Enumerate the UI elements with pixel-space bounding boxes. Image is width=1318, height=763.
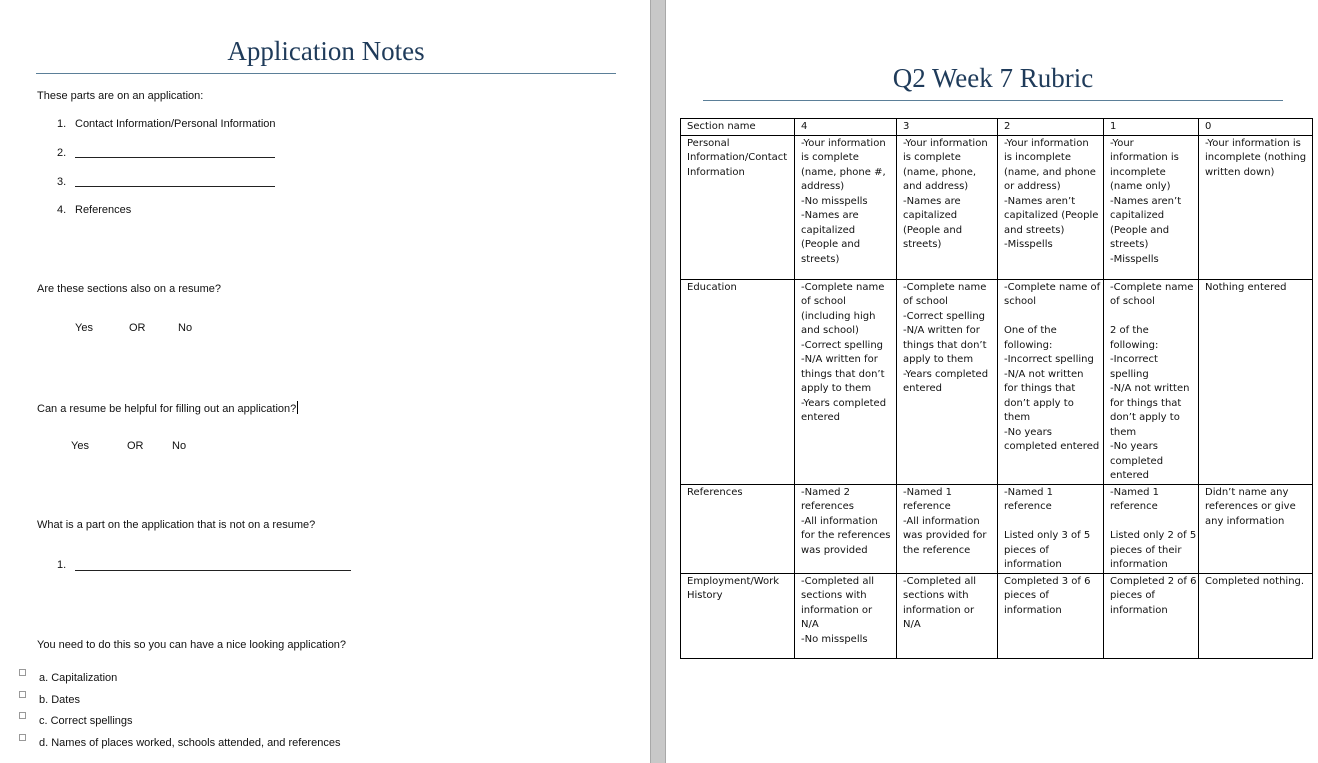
score-cell [998,279,1104,484]
cell-text-line: Nothing entered [1205,281,1287,293]
cell-text-line: -Misspells [1004,239,1053,250]
cell-text-line: information [1004,604,1062,616]
cell-text-line: N/A [903,619,921,630]
cell-text-line: -Incorrect spelling [1004,354,1094,365]
header-cell: 4 [795,119,897,136]
cell-text-line: information [1004,559,1062,570]
cell-text-line: any information [1205,515,1285,527]
no-option: No [172,440,187,452]
answer-blank[interactable] [75,570,351,571]
cell-text-line: Listed only 3 of 5 [1004,530,1091,541]
cell-text-line: streets) [1110,239,1149,250]
option-label: c. Correct spellings [39,715,133,727]
score-cell [795,135,897,279]
cell-text-line: don’t apply to [1110,412,1180,423]
cell-text-line: -Complete name [801,281,885,293]
cell-text-line: -Incorrect [1110,354,1158,365]
part-number: 2. [57,147,67,159]
question-4: You need to do this so you can have a nice looking application? [37,639,347,651]
score-cell [1104,573,1199,658]
cell-text-line: information or [801,604,873,616]
cell-text-line: of school [1110,296,1155,307]
header-cell: 2 [998,119,1104,136]
cell-text-line: written down) [1205,166,1275,178]
cell-text-line: -No misspells [801,633,868,645]
cell-text-line: and address) [903,181,969,192]
cell-text-line: things that don’t [801,368,885,380]
cell-text-line: for the references [801,530,891,541]
cell-text-line: entered [801,412,840,423]
title-underline [36,73,616,74]
cell-text-line: things that don’t [903,339,987,351]
cell-text-line: One of the [1004,325,1057,336]
question-1: Are these sections also on a resume? [37,283,222,295]
answer-blank[interactable] [75,186,275,187]
cell-text-line: for things that [1004,383,1076,394]
cell-text-line: incomplete (nothing [1205,152,1307,163]
cell-text-line: address) [801,181,845,192]
cell-text-line: -Names aren’t [1110,195,1182,207]
cell-text-line: them [1004,412,1031,423]
rubric-table [680,118,1313,659]
cell-text-line: -Your [1110,137,1134,149]
cell-text-line: information [1110,559,1168,570]
rubric-title: Q2 Week 7 Rubric [892,63,1094,93]
cell-text-line: (name, and phone [1004,166,1096,178]
cell-text-line: capitalized (People [1004,210,1099,221]
cell-text-line: is incomplete [1004,152,1071,163]
cell-text-line: reference [903,501,951,512]
part-number: 3. [57,176,67,188]
score-cell [897,573,998,658]
header-cell: Section name [681,119,795,136]
cell-text-line [1110,310,1193,325]
cell-text-line: -Your information is [1205,137,1301,149]
cell-text-line: -N/A not written [1004,368,1084,380]
cell-text-line: -Correct spelling [801,339,884,351]
cell-text-line: Employment/Work [687,575,780,587]
score-cell [1104,279,1199,484]
score-cell [897,279,998,484]
cell-text-line [1004,310,1098,325]
cell-text-line: (name, phone #, [801,166,886,178]
option-label: b. Dates [39,694,80,706]
right-document-page[interactable] [666,0,1318,763]
rubric-body [681,119,1313,659]
section-name-cell [681,135,795,279]
page-divider [650,0,666,763]
option-checkbox[interactable] [19,712,26,719]
answer-blank[interactable] [75,157,275,158]
cell-text-line: incomplete [1110,166,1166,178]
cell-text-line: references [801,501,854,512]
section-name-cell [681,484,795,573]
cell-text-line [1004,515,1098,530]
cell-text-line: -Your information [801,137,886,149]
cell-text-line: information is [1110,152,1179,163]
cell-text-line: Didn’t name any [1205,486,1289,498]
cell-text-line: -Correct spelling [903,310,986,322]
cell-text-line: -Your information [1004,137,1089,149]
cell-text-line: them [1110,426,1137,438]
cell-text-line: entered [903,383,942,394]
cell-text-line: and streets) [1004,224,1065,236]
title-underline [703,100,1283,101]
cell-text-line: -Your information [903,137,988,149]
cell-text-line: don’t apply to [1004,397,1074,409]
section-name-cell [681,279,795,484]
score-cell [1104,135,1199,279]
cell-text-line: is complete [801,152,859,163]
score-cell [1199,279,1313,484]
cell-text-line: -Complete name [903,281,987,293]
cell-text-line: was provided for [903,530,987,541]
cell-text-line: History [687,590,723,601]
cell-text-line: of school [903,296,948,307]
score-cell [795,573,897,658]
option-checkbox[interactable] [19,734,26,741]
cell-text-line: Completed 3 of 6 [1004,575,1091,587]
cell-text-line: -No years [1110,441,1158,452]
cell-text-line: references or give [1205,501,1296,512]
cell-text-line: streets) [903,239,942,250]
or-label: OR [129,322,146,334]
yes-option: Yes [71,440,89,452]
cell-text-line: pieces of their [1110,544,1182,556]
score-cell [897,135,998,279]
cell-text-line: Listed only 2 of 5 [1110,530,1197,541]
cell-text-line: Education [687,281,737,293]
cell-text-line: the reference [903,544,971,556]
cell-text-line: -Names aren’t [1004,195,1076,207]
part-text: Contact Information/Personal Information [75,118,276,130]
cell-text-line: N/A [801,619,819,630]
cell-text-line: entered [1110,470,1149,481]
part-number: 4. [57,204,67,216]
cell-text-line: completed entered [1004,441,1100,452]
cell-text-line [1110,515,1193,530]
cell-text-line: for things that [1110,397,1182,409]
cell-text-line: (People and [903,224,963,236]
cell-text-line: reference [1004,501,1052,512]
rubric-header-row [681,119,1313,136]
cell-text-line: following: [1110,339,1159,351]
cell-text-line: References [687,486,743,498]
cell-text-line: information [1110,604,1168,616]
cell-text-line: apply to them [903,354,974,365]
cell-text-line: -Misspells [1110,253,1159,265]
cell-text-line: -Named 2 [801,486,850,498]
score-cell [998,135,1104,279]
cell-text-line: -Names are [903,195,961,207]
score-cell [998,484,1104,573]
section-name-cell [681,573,795,658]
cell-text-line: pieces of [1004,544,1049,556]
cell-text-line: reference [1110,501,1158,512]
cell-text-line: -No years [1004,426,1052,438]
left-document-page[interactable] [0,0,650,763]
text-cursor [297,401,298,414]
cell-text-line: information or [903,604,975,616]
cell-text-line: pieces of [1004,590,1049,601]
cell-text-line: -N/A written for [801,354,878,365]
cell-text-line: capitalized [903,210,958,221]
question-2-text: Can a resume be helpful for filling out an application? [37,403,297,415]
header-cell: 3 [897,119,998,136]
cell-text-line: -Completed all [801,575,875,587]
cell-text-line: (People and [1110,224,1170,236]
cell-text-line: -All information [801,515,878,527]
cell-text-line: Completed 2 of 6 [1110,575,1197,587]
option-label: d. Names of places worked, schools attended, and references [39,737,341,749]
cell-text-line: Information/Contact [687,152,788,163]
score-cell [795,279,897,484]
yes-option: Yes [75,322,93,334]
cell-text-line: Completed nothing. [1205,575,1305,587]
cell-text-line: (including high [801,310,876,322]
cell-text-line: spelling [1110,368,1149,380]
cell-text-line: capitalized [1110,210,1165,221]
cell-text-line: or address) [1004,181,1061,192]
rubric-row-personal-info [681,135,1313,279]
cell-text-line: (name, phone, [903,166,977,178]
score-cell [998,573,1104,658]
cell-text-line: -N/A not written [1110,383,1190,394]
cell-text-line: -Names are [801,210,859,221]
score-cell [795,484,897,573]
no-option: No [178,322,193,334]
part-number: 1. [57,118,67,130]
or-label: OR [127,440,144,452]
cell-text-line: following: [1004,339,1053,351]
score-cell [1199,573,1313,658]
cell-text-line: -Named 1 [1004,486,1053,498]
header-cell: 1 [1104,119,1199,136]
cell-text-line: Information [687,166,745,178]
cell-text-line: was provided [801,544,868,556]
part-text: References [75,204,132,216]
cell-text-line: is complete [903,152,961,163]
rubric-row-references [681,484,1313,573]
cell-text-line: -Completed all [903,575,977,587]
cell-text-line: -Years completed [903,368,989,380]
question-2 [37,401,298,415]
cell-text-line: (People and [801,239,861,250]
question-3: What is a part on the application that is not on a resume? [37,519,316,531]
cell-text-line: 2 of the [1110,325,1149,336]
cell-text-line: -Complete name [1110,281,1194,293]
page-title: Application Notes [227,36,425,66]
cell-text-line: -Complete name of [1004,281,1101,293]
cell-text-line: sections with [801,590,867,601]
score-cell [897,484,998,573]
cell-text-line: -Named 1 [903,486,952,498]
option-checkbox[interactable] [19,669,26,676]
score-cell [1199,484,1313,573]
cell-text-line: streets) [801,253,840,265]
cell-text-line: completed [1110,455,1164,467]
score-cell [1104,484,1199,573]
option-checkbox[interactable] [19,691,26,698]
score-cell [1199,135,1313,279]
cell-text-line: and school) [801,325,859,336]
cell-text-line: -No misspells [801,195,868,207]
cell-text-line: apply to them [801,383,872,394]
answer-number: 1. [57,559,67,571]
cell-text-line: (name only) [1110,181,1171,192]
rubric-row-education [681,279,1313,484]
cell-text-line: of school [801,296,846,307]
cell-text-line: sections with [903,590,969,601]
cell-text-line: pieces of [1110,590,1155,601]
intro-text: These parts are on an application: [37,90,204,102]
header-cell: 0 [1199,119,1313,136]
cell-text-line: -N/A written for [903,325,980,336]
cell-text-line: Personal [687,137,730,149]
cell-text-line: -Named 1 [1110,486,1159,498]
cell-text-line: -All information [903,515,980,527]
cell-text-line: -Years completed [801,397,887,409]
cell-text-line: school [1004,296,1037,307]
option-label: a. Capitalization [39,672,118,684]
cell-text-line: capitalized [801,224,856,236]
rubric-row-employment [681,573,1313,658]
